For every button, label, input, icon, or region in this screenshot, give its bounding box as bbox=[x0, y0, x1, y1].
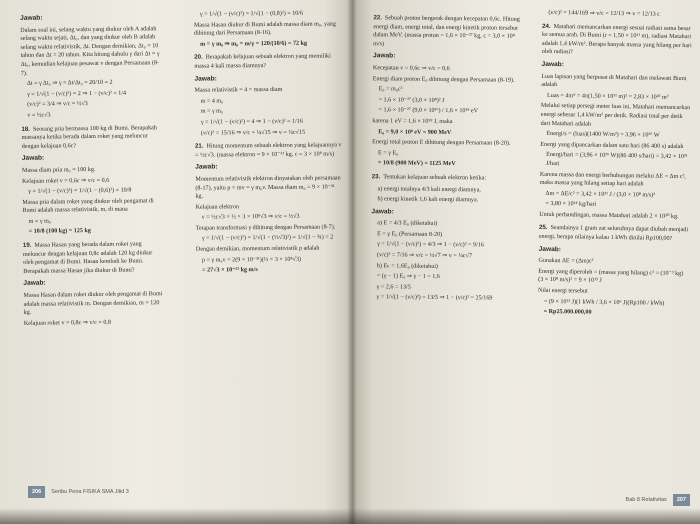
equation: E = γ E₀ (Persamaan 8-20) bbox=[377, 231, 443, 238]
equation-result: = 27√3 × 10⁻²³ kg m/s bbox=[202, 267, 258, 274]
paragraph: Momentum relativistik elektron dinyatakan oleh persamaan (8-17), yaitu p = mv = γ m₀v. Massa diam m₀ = 9 × 10⁻³¹ kg. bbox=[195, 175, 341, 200]
paragraph: karena 1 eV = 1,6 × 10¹⁹ J, maka bbox=[372, 118, 453, 126]
paragraph: Kelajuan roket v = 0,8c ⇒ v/c = 0,8 bbox=[23, 319, 112, 327]
question-22 bbox=[373, 14, 521, 50]
equation: (v/c)² = 15/16 ⇒ v/c = ¼√15 ⇒ v = ¼c√15 bbox=[200, 129, 306, 137]
left-column-2 bbox=[194, 9, 344, 277]
equation: b) Eₖ = 1,6E₀ (diketahui) bbox=[376, 262, 439, 270]
answer-heading: Jawab: bbox=[195, 163, 218, 171]
equation: E₀ = m₀c² bbox=[378, 86, 403, 93]
equation: γ = 1/√(1 − (v/c)²) = 4/3 ⇒ 1 − (v/c)² = 9/16 bbox=[377, 241, 484, 249]
equation: E = γ E₀ bbox=[378, 150, 399, 157]
running-footer: Seribu Pena FISIKA SMA Jilid 3 bbox=[51, 489, 129, 495]
question-number: 21. bbox=[194, 142, 204, 150]
equation: Luas = 4πr² = 4π(1,50 × 10¹¹ m)² = 2,83 × 10²³ m² bbox=[547, 92, 669, 101]
question-19 bbox=[23, 240, 163, 276]
paragraph: Massa Hasan dalam roket diukur oleh pengamat di Bumi adalah massa relativistik m. Dengan demikian, m = 120 kg. bbox=[23, 291, 163, 317]
paragraph: Luas lapisan yang berpusat di Matahari dan melawati Bumi adalah bbox=[541, 73, 687, 89]
answer-heading: Jawab: bbox=[541, 60, 564, 69]
question-text: Hitung momentum sebuah elektron yang kelajuannya v = ½c√3. (massa elektron = 9 × 10⁻³¹ kg, c = 3 × 10⁸ m/s) bbox=[195, 142, 342, 159]
paragraph: Massa diam pria m₀ = 100 kg. bbox=[21, 166, 96, 174]
equation: (v/c)² = 144/169 ⇒ v/c = 12/13 ⇒ v = 12/13 c bbox=[548, 9, 660, 18]
paragraph: Gunakan ΔE = (Δm)c² bbox=[538, 258, 594, 265]
page-number: 206 bbox=[28, 486, 45, 498]
paragraph: Kecepatan v = 0,6c ⇒ v/c = 0,6 bbox=[372, 65, 450, 73]
paragraph: Karena massa dan energi berhubungan melalui ΔE = Δm c², maka massa yang hilang setiap hari adalah bbox=[539, 171, 686, 188]
question-part-b: b) energi kinetik 1,6 kali energi diamnya. bbox=[377, 196, 479, 204]
equation: Energi/hari = (3,96 × 10²⁶ W)(86 400 s/hari) = 3,42 × 10³¹ J/hari bbox=[545, 152, 688, 168]
right-column-1 bbox=[370, 9, 521, 306]
equation: γ = 2,6 = 13/5 bbox=[376, 284, 411, 291]
answer-heading: Jawab: bbox=[21, 154, 45, 163]
page-number: 207 bbox=[673, 494, 690, 506]
equation: = 1,6 × 10⁻²⁷ (9,0 × 10¹⁶) / 1,6 × 10¹⁹ eV bbox=[378, 107, 479, 115]
equation-result: = 10/8 (900 MeV) = 1125 MeV bbox=[377, 160, 456, 168]
paragraph: Dalam soal ini, selang waktu yang diukur oleh A adalah selang waktu sejati, Δt₀, dan yang diukur oleh B adalah selang waktu relativistik, Δt. Dengan demikian, Δt₀ = 10 tahun dan Δt = 20 tahun. Kita hitung dahulu γ dari Δt = γ Δt₀, kemudian kelajuan pesawat v dengan Persamaan (8-7). bbox=[20, 25, 160, 77]
paragraph: Energi yang dipancarkan dalam satu hari (86 400 s) adalah bbox=[540, 141, 684, 150]
question-number: 24. bbox=[542, 22, 551, 30]
equation: m = γ m₀ bbox=[200, 108, 224, 115]
question-text: Massa Hasan yang berada dalam roket yang meluncur dengan kelajuan 0,8c adalah 120 kg diukur oleh pengamat di Bumi. Hasan kembali ke Bumi. Berapakah massa Hasan jika diukur di Bumi? bbox=[22, 241, 153, 275]
equation: γ = 1/√(1 − (v/c)²) = 1/√(1 − (½√3)²) = 1/√(1 − ¾) = 2 bbox=[201, 234, 334, 243]
question-text: Tentukan kelajuan sebuah elektron ketika: bbox=[383, 174, 487, 182]
answer-heading: Jawab: bbox=[20, 14, 43, 22]
left-page-footer bbox=[28, 486, 328, 498]
right-column-2 bbox=[538, 9, 693, 321]
answer-heading: Jawab: bbox=[23, 280, 46, 288]
question-number: 22. bbox=[373, 14, 382, 22]
equation: (v/c)² = 3/4 ⇒ v/c = ½√3 bbox=[27, 101, 88, 109]
paragraph: Massa pria dalam roket yang diukur oleh pengamat di Bumi adalah massa relativistik, m, di mana bbox=[22, 197, 154, 215]
paragraph: Massa relativistik = 4 × massa diam bbox=[194, 87, 283, 94]
equation: = (9 × 10¹³ J)(1 kWh / 3,6 × 10⁶ J)(Rp100 / kWh) bbox=[543, 298, 665, 307]
equation-result: E₀ = 9,0 × 10⁸ eV = 900 MeV bbox=[378, 128, 452, 136]
book-gutter bbox=[347, 0, 357, 524]
question-number: 20. bbox=[194, 53, 203, 62]
answer-heading: Jawab: bbox=[373, 52, 396, 60]
equation: a) E = 4/3 E₀ (diketahui) bbox=[377, 220, 438, 228]
equation: (v/c)² = 7/16 ⇒ v/c = ¼√7 ⇒ v = ¼c√7 bbox=[376, 252, 473, 260]
question-21 bbox=[195, 141, 343, 159]
equation: Δt = γ Δt₀ ⇒ γ = Δt/Δt₀ = 20/10 = 2 bbox=[26, 79, 113, 87]
answer-heading: Jawab: bbox=[371, 207, 394, 216]
question-number: 18. bbox=[21, 125, 31, 133]
equation: v = ½c√3 bbox=[27, 112, 51, 119]
question-number: 25. bbox=[538, 224, 548, 232]
equation: γ = 1/√(1 − (v/c)²) = 2 ⇒ 1 − (v/c)² = 1/4 bbox=[27, 90, 127, 98]
equation: γ = 1/√(1 − (v/c)²) = 13/5 ⇒ 1 − (v/c)² = 25/169 bbox=[376, 294, 493, 302]
equation: γ = 1/√(1 − (v/c)²) = 4 ⇒ 1 − (v/c)² = 1/16 bbox=[200, 118, 303, 126]
question-24 bbox=[542, 22, 693, 59]
equation: = 3,80 × 10¹⁴ kg/hari bbox=[545, 201, 597, 208]
equation: γ = 1/√(1 − (v/c)²) = 1/√(1 − (0,6)²) = 10/8 bbox=[28, 187, 132, 195]
running-footer: Bab 8 Relativitas bbox=[625, 497, 667, 503]
equation-result: = 10/8 (100 kg) = 125 kg bbox=[28, 228, 91, 236]
equation: p = γ m₀v = 2(9 × 10⁻³¹)(½ × 3 × 10⁸√3) bbox=[201, 256, 302, 264]
answer-heading: Jawab: bbox=[194, 75, 217, 83]
equation-result: m = γ m₀ ⇒ m₀ = m/γ = 120/(10/6) = 72 kg bbox=[200, 40, 308, 48]
question-number: 19. bbox=[22, 241, 32, 249]
bottom-shadow bbox=[0, 508, 700, 524]
paragraph: Kelajuan elektron bbox=[195, 203, 240, 211]
question-text: Seandainya 1 gram zat seluruhnya dapat diubah menjadi energi, berapa nilainya kalau 1 kWh dinilai Rp100,00? bbox=[538, 225, 689, 242]
paragraph: Energi diam proton E₀ dihitung dengan Persamaan (8-19). bbox=[372, 75, 515, 84]
equation: γ = 1/√(1 − (v/c)²) = 1/√(1 − (0,8)²) = 10/6 bbox=[199, 10, 304, 18]
question-text: Sebuah proton bergerak dengan kecepatan 0,6c. Hitung energi diam, energi total, dan energi kinetik proton tersebut dalam MeV. (massa proton = 1,6 × 10⁻²⁷ kg, c = 3,0 × 10⁸ m/s) bbox=[373, 15, 520, 48]
question-part-a: a) energi totalnya 4/3 kali energi diamnya, bbox=[377, 185, 481, 193]
paragraph: Melalui setiap persegi meter luas ini, Matahari memancarkan energi sebesar 1,4 kW/m² per detik. Radiasi total per detik dari Matahari adalah bbox=[540, 103, 691, 128]
equation: m = γ m₀ bbox=[28, 218, 51, 225]
equation-result: = Rp25.000.000,00 bbox=[543, 309, 592, 316]
paragraph: Energi yang diperoleh = (massa yang hilang) c² = (10⁻³ kg)(3 × 10⁸ m/s)² = 9 × 10¹³ J bbox=[538, 268, 684, 285]
equation: Δm = ΔE/c² = 3,42 × 10³¹ J / (3,0 × 10⁸ m/s)² bbox=[545, 190, 656, 199]
right-page-footer bbox=[560, 494, 690, 506]
question-number: 23. bbox=[371, 173, 381, 181]
left-column-1 bbox=[20, 9, 164, 330]
paragraph: Massa Hasan diukur di Bumi adalah massa diam m₀, yang dihitung dari Persamaan (8-16). bbox=[193, 21, 336, 37]
equation: = (γ − 1) E₀ ⇒ γ − 1 = 1,6 bbox=[376, 273, 440, 281]
equation: v = ½c√3 = ½ × 3 × 10⁸√3 ⇒ v/c = ½√3 bbox=[201, 214, 300, 221]
question-23 bbox=[372, 173, 520, 183]
question-18 bbox=[21, 124, 161, 151]
paragraph: Untuk perbandingan, massa Matahari adalah 2 × 10³⁰ kg. bbox=[539, 211, 679, 220]
question-text: Matahari memancarkan energi sesuai radiasi sama besar ke semua arah. Di Bumi (r = 1,50 × 10¹¹ m), radiasi Matahari adalah 1,4 kW/m². Berapa banyak massa yang hilang per hari oleh radiasi? bbox=[541, 23, 692, 56]
equation: m = 4 m₀ bbox=[200, 98, 224, 105]
answer-heading: Jawab: bbox=[538, 245, 562, 253]
question-20 bbox=[194, 53, 342, 71]
paragraph: Tetapan transformasi γ dihitung dengan Persamaan (8-7). bbox=[195, 224, 336, 232]
question-text: Seorang pria bermassa 100 kg di Bumi. Berapakah massanya ketika berada dalam roket yang meluncur dengan kelajuan 0,6c? bbox=[21, 124, 157, 150]
paragraph: Kelajuan roket v = 0,6c ⇒ v/c = 0,6 bbox=[22, 177, 110, 185]
question-text: Berapakah kelajuan sebuah elektron yang memiliki massa 4 kali massa diamnya? bbox=[194, 53, 331, 70]
paragraph: Nilai energi tersebut bbox=[537, 287, 588, 295]
paragraph: Energi total proton E dihitung dengan Persamaan (8-20). bbox=[372, 139, 511, 147]
equation: Energi/s = (luas)(1400 W/m²) = 3,96 × 10²⁶ W bbox=[546, 131, 660, 139]
equation: = 1,6 × 10⁻²⁷ (3,0 × 10⁸)² J bbox=[378, 97, 445, 104]
paragraph: Dengan demikian, momentum relativistik p adalah bbox=[195, 245, 320, 253]
question-25 bbox=[539, 224, 689, 244]
